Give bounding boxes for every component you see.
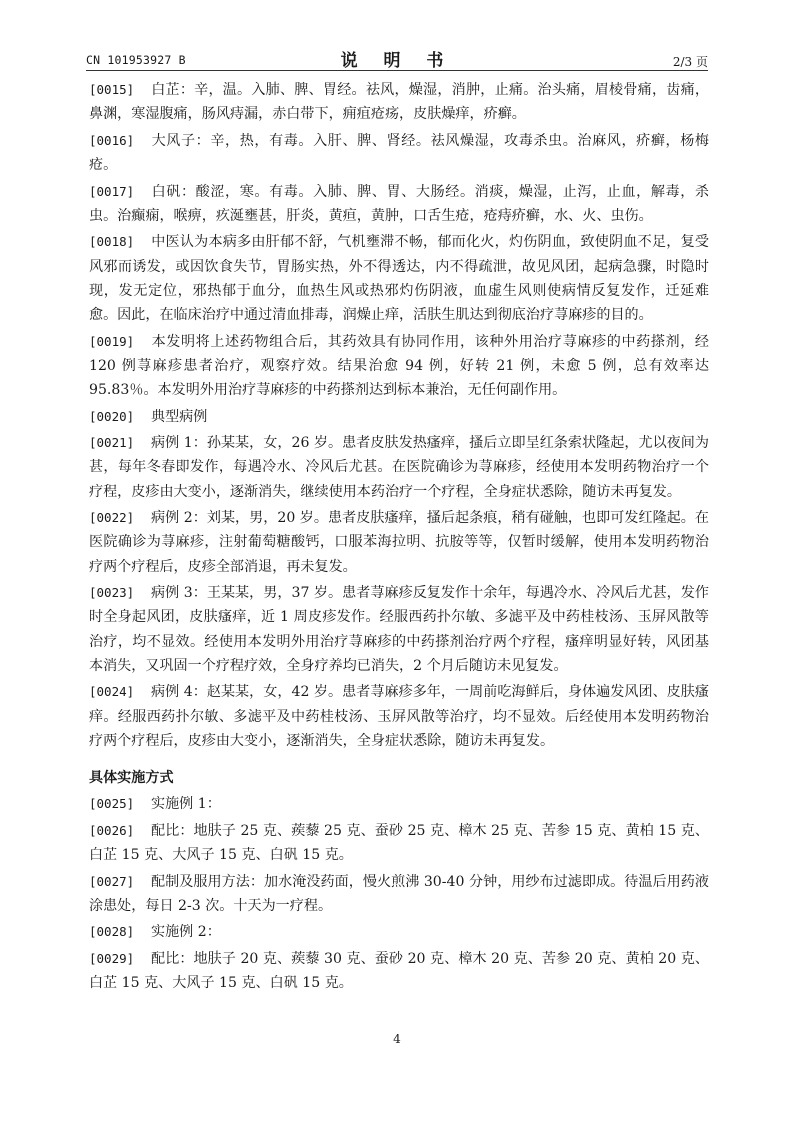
paragraph-text: 中医认为本病多由肝郁不舒，气机壅滞不畅，郁而化火，灼伤阴血，致使阴血不足，复受风邪而诱发，或因饮食失节，胃肠实热，外不得透达，内不得疏泄，故见风团，起病急骤，时隐时现，发无定位，邪热郁于血分，血热生风或热邪灼伤阴液，血虚生风则使病情反复发作，迁延难愈。因此，在临床治疗中通过清血排毒，润燥止痒，活肤生肌达到彻底治疗荨麻疹的目的。 [89, 234, 709, 323]
paragraph [89, 230, 709, 327]
paragraph-text: 白芷：辛，温。入肺、脾、胃经。祛风，燥湿，消肿，止痛。治头痛，眉棱骨痛，齿痛，鼻渊，寒湿腹痛，肠风痔漏，赤白带下，痈疽疮疡，皮肤燥痒，疥癣。 [89, 82, 709, 123]
paragraph-text: 配比：地肤子 25 克、蒺藜 25 克、蚕砂 25 克、樟木 25 克、苦参 15 克、黄柏 15 克、白芷 15 克、大风子 15 克、白矾 15 克。 [89, 822, 710, 863]
paragraph-number: [0026] [89, 822, 135, 838]
paragraph [89, 870, 709, 918]
section-title: 具体实施方式 [89, 770, 174, 786]
document-title: 说 明 书 [340, 51, 454, 71]
paragraph-number: [0017] [89, 183, 135, 199]
patent-number: CN 101953927 B [86, 53, 186, 67]
paragraph-list-top [89, 78, 709, 753]
paragraph-number: [0018] [89, 234, 135, 250]
paragraph [89, 819, 709, 867]
paragraph-number: [0019] [89, 333, 135, 349]
paragraph-text: 典型病例 [151, 408, 208, 425]
paragraph-number: [0025] [89, 796, 135, 812]
paragraph-text: 病例 4：赵某某，女，42 岁。患者荨麻疹多年，一周前吃海鲜后，身体遍发风团、皮肤瘙痒。经服西药扑尔敏、多滤平及中药桂枝汤、玉屏风散等治疗，均不显效。后经使用本发明药物治疗两个疗程后，皮疹由大变小，逐渐消失，全身症状悉除，随访未再复发。 [89, 684, 709, 749]
paragraph [89, 506, 709, 579]
paragraph-text: 大风子：辛，热，有毒。入肝、脾、肾经。祛风燥湿，攻毒杀虫。治麻风，疥癣，杨梅疮。 [89, 132, 709, 173]
paragraph-number: [0023] [89, 585, 135, 601]
paragraph [89, 920, 709, 944]
paragraph-text: 病例 1：孙某某，女，26 岁。患者皮肤发热瘙痒，搔后立即呈红条索状隆起，尤以夜间为甚，每年冬春即发作，每遇冷水、冷风后尤甚。在医院确诊为荨麻疹，经使用本发明药物治疗一个疗程，皮疹由大变小，逐渐消失，继续使用本药治疗一个疗程，全身症状悉除，随访未再复发。 [89, 435, 709, 500]
paragraph-number: [0022] [89, 510, 135, 526]
paragraph [89, 581, 709, 678]
paragraph-text: 白矾：酸涩，寒。有毒。入肺、脾、胃、大肠经。消痰，燥湿，止泻，止血，解毒，杀虫。治癫痫，喉痹，疚涎壅甚，肝炎，黄疸，黄肿，口舌生疮，疮痔疥癣，水、火、虫伤。 [89, 183, 709, 224]
paragraph-number: [0016] [89, 132, 135, 148]
paragraph [89, 78, 709, 126]
paragraph-text: 实施例 2： [151, 924, 221, 941]
paragraph-number: [0021] [89, 435, 135, 451]
paragraph [89, 947, 709, 995]
paragraph [89, 792, 709, 816]
paragraph-number: [0020] [89, 408, 135, 424]
paragraph-text: 病例 2：刘某，男，20 岁。患者皮肤瘙痒，搔后起条痕，稍有碰触，也即可发红隆起。在医院确诊为荨麻疹，注射葡萄糖酸钙，口服苯海拉明、抗胺等等，仅暂时缓解，使用本发明药物治疗两个疗程后，皮疹全部消退，再未复发。 [89, 510, 709, 575]
paragraph-number: [0028] [89, 924, 135, 940]
paragraph [89, 405, 709, 429]
paragraph [89, 129, 709, 177]
paragraph-text: 病例 3：王某某，男，37 岁。患者荨麻疹反复发作十余年，每遇冷水、冷风后尤甚，发作时全身起风团，皮肤瘙痒，近 1 周皮疹发作。经服西药扑尔敏、多滤平及中药桂枝汤、玉屏风散等治疗，均不显效。经使用本发明外用治疗荨麻疹的中药搽剂治疗两个疗程，瘙痒明显好转，风团基本消失，又巩固一个疗程疗效，全身疗养均已消失，2 个月后随访未见复发。 [89, 585, 709, 674]
paragraph-number: [0027] [89, 873, 135, 889]
paragraph-text: 实施例 1： [151, 796, 221, 813]
paragraph [89, 680, 709, 753]
paragraph [89, 180, 709, 228]
paragraph-text: 本发明将上述药物组合后，其药效具有协同作用，该种外用治疗荨麻疹的中药搽剂，经 120 例荨麻疹患者治疗，观察疗效。结果治愈 94 例，好转 21 例，未愈 5 例，总有效率达 95.83％。本发明外用治疗荨麻疹的中药搽剂达到标本兼治，无任何副作用。 [89, 333, 709, 398]
page-header [86, 44, 708, 71]
page-indicator: 2/3 页 [672, 55, 708, 69]
paragraph [89, 330, 709, 403]
document-body [89, 78, 709, 998]
paragraph-number: [0029] [89, 950, 135, 966]
paragraph-text: 配比：地肤子 20 克、蒺藜 30 克、蚕砂 20 克、樟木 20 克、苦参 20 克、黄柏 20 克、白芷 15 克、大风子 15 克、白矾 15 克。 [89, 950, 710, 992]
paragraph-text: 配制及服用方法：加水淹没药面，慢火煎沸 30-40 分钟，用纱布过滤即成。待温后用药液涂患处，每日 2-3 次。十天为一疗程。 [89, 873, 709, 914]
paragraph-number: [0024] [89, 684, 135, 700]
paragraph-list-bottom [89, 792, 709, 995]
paragraph [89, 431, 709, 504]
page-number: 4 [393, 1032, 401, 1046]
paragraph-number: [0015] [89, 82, 135, 97]
